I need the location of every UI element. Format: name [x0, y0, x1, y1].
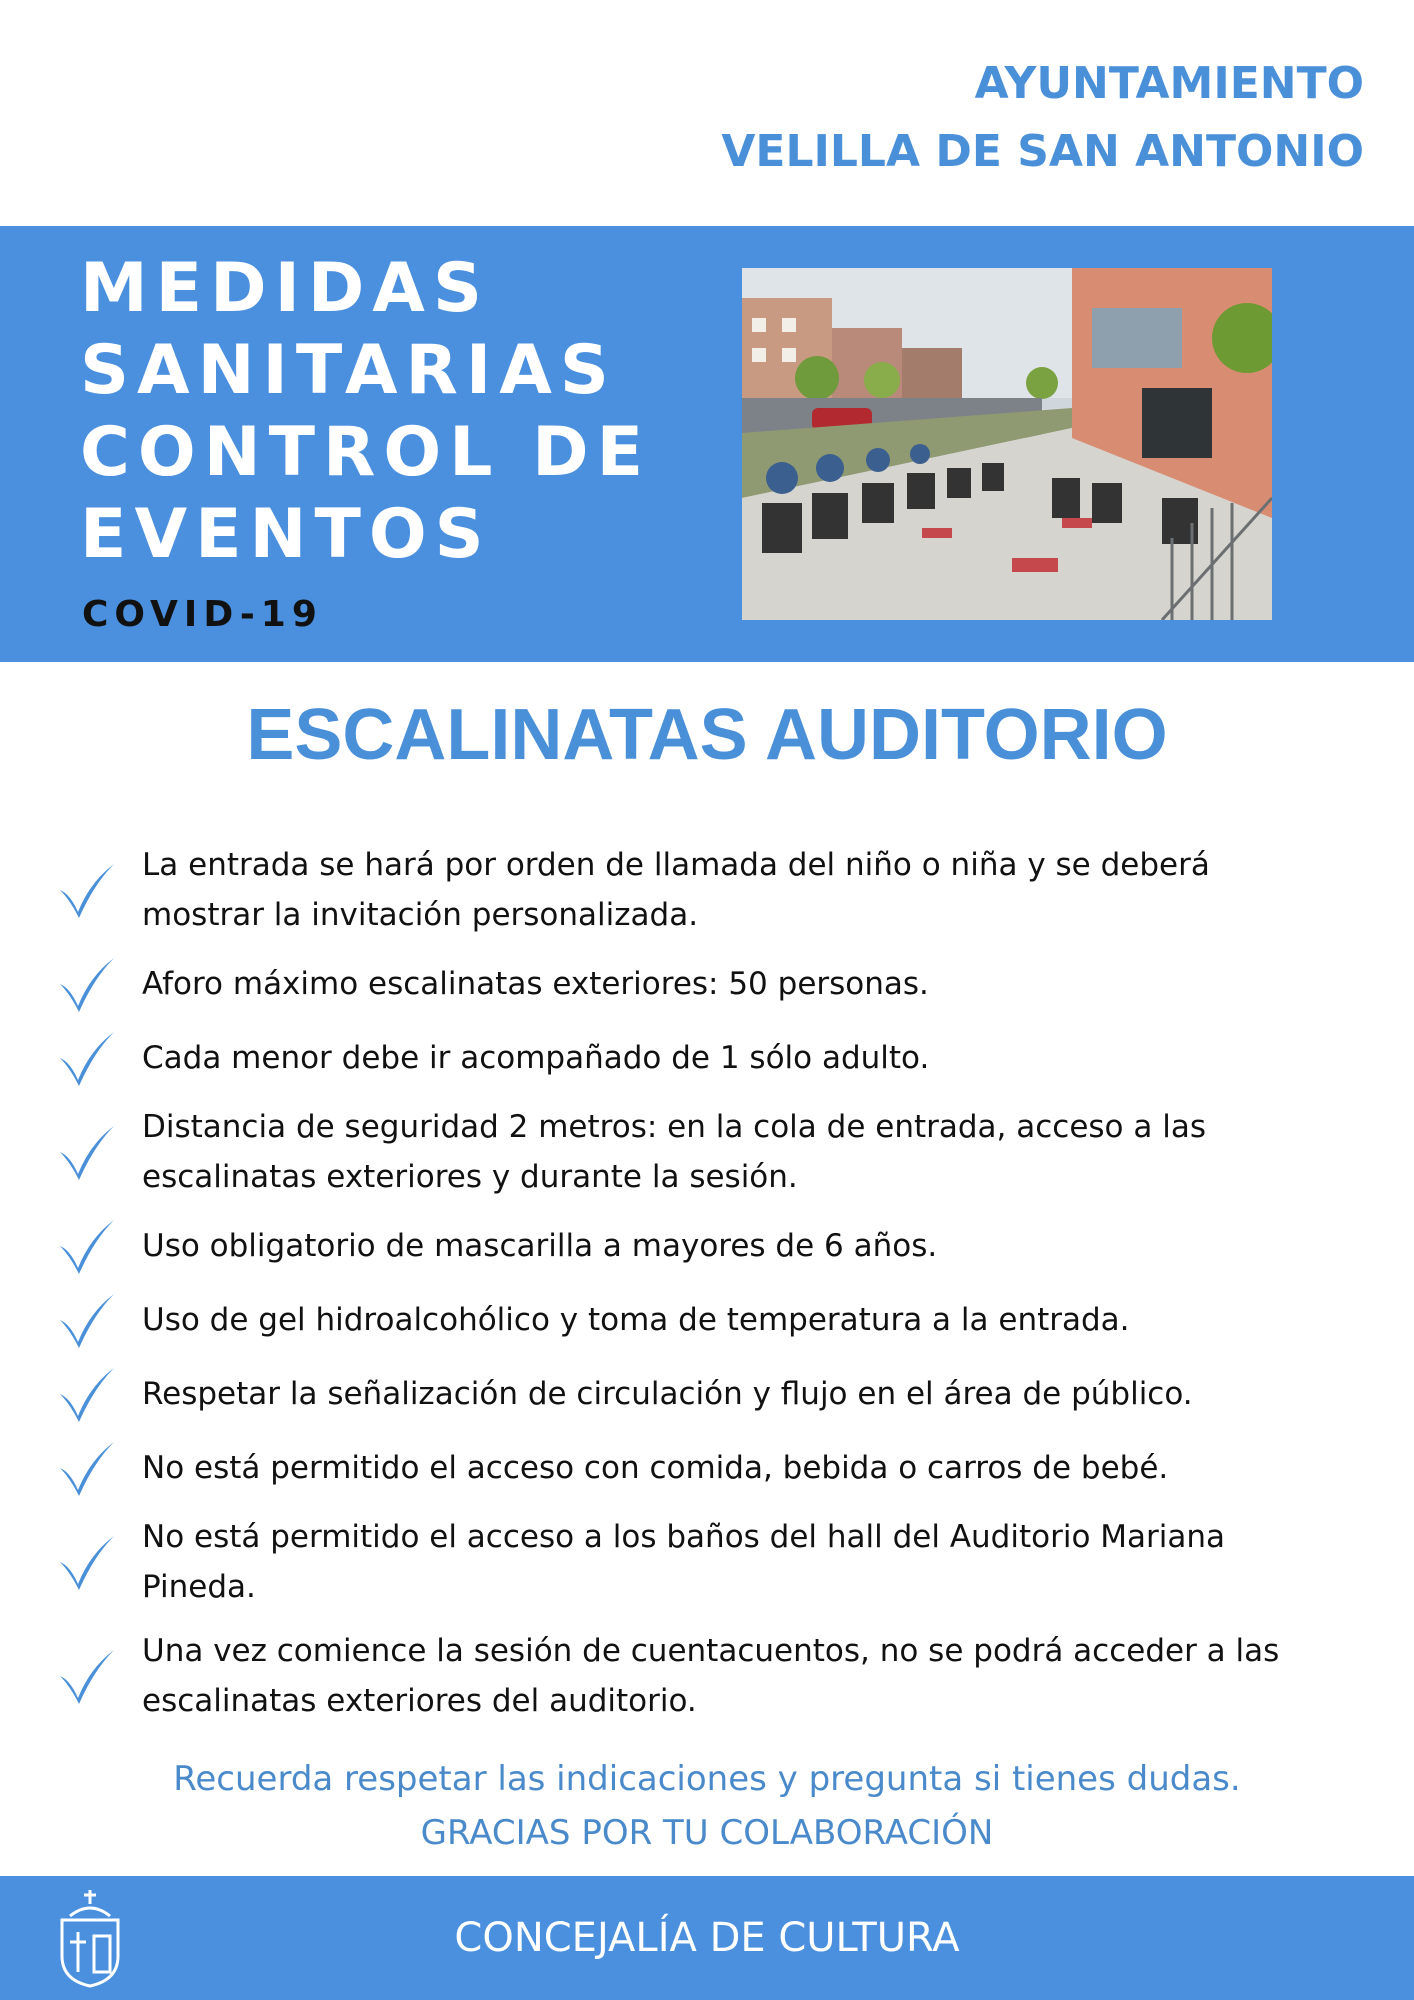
- rule-item: [56, 1028, 1356, 1088]
- rule-text: Aforo máximo escalinatas exteriores: 50 personas.: [142, 966, 929, 1002]
- rule-item: [56, 1512, 1356, 1612]
- banner-subtitle: COVID-19: [82, 594, 323, 635]
- headline-line: CONTROL DE: [80, 413, 652, 492]
- rule-text: Uso obligatorio de mascarilla a mayores de 6 años.: [142, 1228, 938, 1264]
- checkmark-icon: [56, 1290, 142, 1350]
- page-title: ESCALINATAS AUDITORIO: [246, 695, 1168, 775]
- rule-text: Respetar la señalización de circulación y flujo en el área de público.: [142, 1376, 1193, 1412]
- rule-text: Cada menor debe ir acompañado de 1 sólo adulto.: [142, 1040, 930, 1076]
- rule-text: No está permitido el acceso a los baños del hall del Auditorio Mariana Pineda.: [142, 1519, 1226, 1605]
- org-line-1: AYUNTAMIENTO: [974, 58, 1364, 109]
- footer-bar: [0, 1876, 1414, 2000]
- checkmark-icon: [56, 1646, 142, 1706]
- rule-item: [56, 840, 1356, 940]
- org-line-2: VELILLA DE SAN ANTONIO: [721, 126, 1364, 177]
- closing-reminder: Recuerda respetar las indicaciones y pregunta si tienes dudas.: [173, 1759, 1241, 1799]
- footer-label: CONCEJALÍA DE CULTURA: [454, 1915, 960, 1961]
- rule-text: La entrada se hará por orden de llamada del niño o niña y se deberá mostrar la invitación personalizada.: [142, 847, 1210, 933]
- rule-item: [56, 954, 1356, 1014]
- closing-thanks: GRACIAS POR TU COLABORACIÓN: [420, 1813, 994, 1853]
- closing-message: [0, 1752, 1414, 1860]
- checkmark-icon: [56, 860, 142, 920]
- rule-item: [56, 1626, 1356, 1726]
- headline-line: SANITARIAS: [80, 331, 617, 410]
- rule-item: [56, 1438, 1356, 1498]
- rules-list: [56, 840, 1356, 1740]
- rule-text: Uso de gel hidroalcohólico y toma de temperatura a la entrada.: [142, 1302, 1130, 1338]
- checkmark-icon: [56, 1216, 142, 1276]
- rule-item: [56, 1290, 1356, 1350]
- event-photo: [742, 268, 1272, 620]
- rule-text: Una vez comience la sesión de cuentacuentos, no se podrá acceder a las escalinatas exteriores del auditorio.: [142, 1633, 1280, 1719]
- rule-item: [56, 1364, 1356, 1424]
- rule-text: No está permitido el acceso con comida, bebida o carros de bebé.: [142, 1450, 1169, 1486]
- headline-line: EVENTOS: [80, 495, 492, 574]
- organization-name: [464, 50, 1364, 186]
- checkmark-icon: [56, 1532, 142, 1592]
- checkmark-icon: [56, 1028, 142, 1088]
- rule-item: [56, 1216, 1356, 1276]
- banner-headline: [80, 248, 651, 576]
- rule-item: [56, 1102, 1356, 1202]
- rule-text: Distancia de seguridad 2 metros: en la cola de entrada, acceso a las escalinatas exteriores y durante la sesión.: [142, 1109, 1206, 1195]
- checkmark-icon: [56, 954, 142, 1014]
- checkmark-icon: [56, 1122, 142, 1182]
- checkmark-icon: [56, 1438, 142, 1498]
- checkmark-icon: [56, 1364, 142, 1424]
- headline-line: MEDIDAS: [80, 249, 490, 328]
